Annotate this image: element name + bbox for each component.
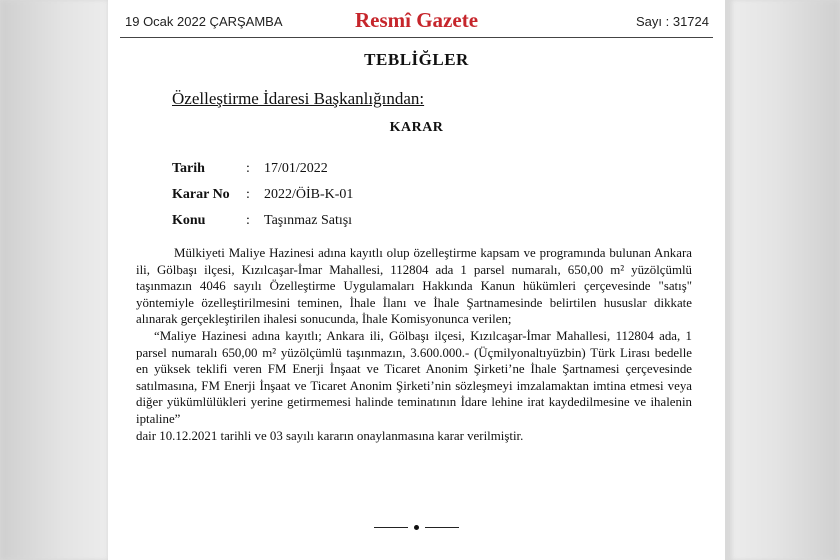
decision-body [136, 245, 692, 444]
issuing-authority: Özelleştirme İdaresi Başkanlığından: [172, 89, 425, 108]
blurred-background-left [0, 0, 108, 560]
meta-subject-value: Taşınmaz Satışı [264, 213, 353, 228]
gazette-title: Resmî Gazete [354, 8, 479, 32]
section-title: TEBLİĞLER [364, 50, 469, 69]
closing-sentence: dair 10.12.2021 tarihli ve 03 sayılı kararın onaylanmasına karar verilmiştir. [136, 428, 524, 443]
meta-number-value: 2022/ÖİB-K-01 [264, 187, 354, 202]
meta-date-value: 17/01/2022 [264, 161, 328, 176]
issue-date: 19 Ocak 2022 ÇARŞAMBA [125, 14, 283, 29]
decision-title: KARAR [389, 120, 444, 135]
meta-subject-label: Konu [172, 213, 206, 228]
decision-meta [172, 156, 353, 234]
meta-separator: : [246, 161, 250, 176]
issue-number: Sayı : 31724 [636, 14, 709, 29]
blurred-background-right [732, 0, 840, 560]
gazette-page [108, 0, 725, 560]
separator-line-right [425, 527, 459, 528]
meta-date-label: Tarih [172, 161, 205, 176]
meta-separator: : [246, 213, 250, 228]
main-paragraph: Mülkiyeti Maliye Hazinesi adına kayıtlı olup özelleştirme kapsam ve programında bulunan Ankara ili, Gölbaşı ilçesi, Kızılcaşar-İmar Mahallesi, 112804 ada 1 parsel numaralı, 650,00 m² yüzölçümlü taşınmazın 4046 sayılı Özelleştirme Uygulamaları Hakkında Kanun hükümleri çerçevesinde "satış" yöntemiyle özelleştirilmesini teminen, İhale İlanı ve İhale Şartnamesinde belirtilen hususlar dikkate alınarak gerçekleştirilen ihalesi sonucunda, İhale Komisyonunca verilen; [136, 246, 692, 327]
meta-row-number [172, 182, 353, 208]
quoted-decision: “Maliye Hazinesi adına kayıtlı; Ankara ili, Gölbaşı ilçesi, Kızılcaşar-İmar Mahallesi, 112804 ada, 1 parsel numaralı 650,00 m² yüzölçümlü taşınmazın, 3.600.000.- (Üçmilyonaltıyüzbin) Türk Lirası bedelle en yüksek teklifi veren FM Enerji İnşaat ve Ticaret Anonim Şirketi’ne İhale Şartnamesi çerçevesinde satılmasına, FM Enerji İnşaat ve Ticaret Anonim Şirketi’nin sözleşmeyi imzalamaktan imtina etmesi veya diğer yükümlülükleri yerine getirmemesi halinde teminatının İdare lehine irat kaydedilmesine ve ihalenin iptaline” [136, 328, 692, 426]
meta-row-date [172, 156, 353, 182]
meta-separator: : [246, 187, 250, 202]
header-rule [120, 37, 713, 38]
meta-number-label: Karar No [172, 187, 230, 202]
separator-line-left [374, 527, 408, 528]
separator-dot [414, 525, 419, 530]
end-separator [108, 525, 725, 530]
meta-row-subject [172, 208, 353, 234]
